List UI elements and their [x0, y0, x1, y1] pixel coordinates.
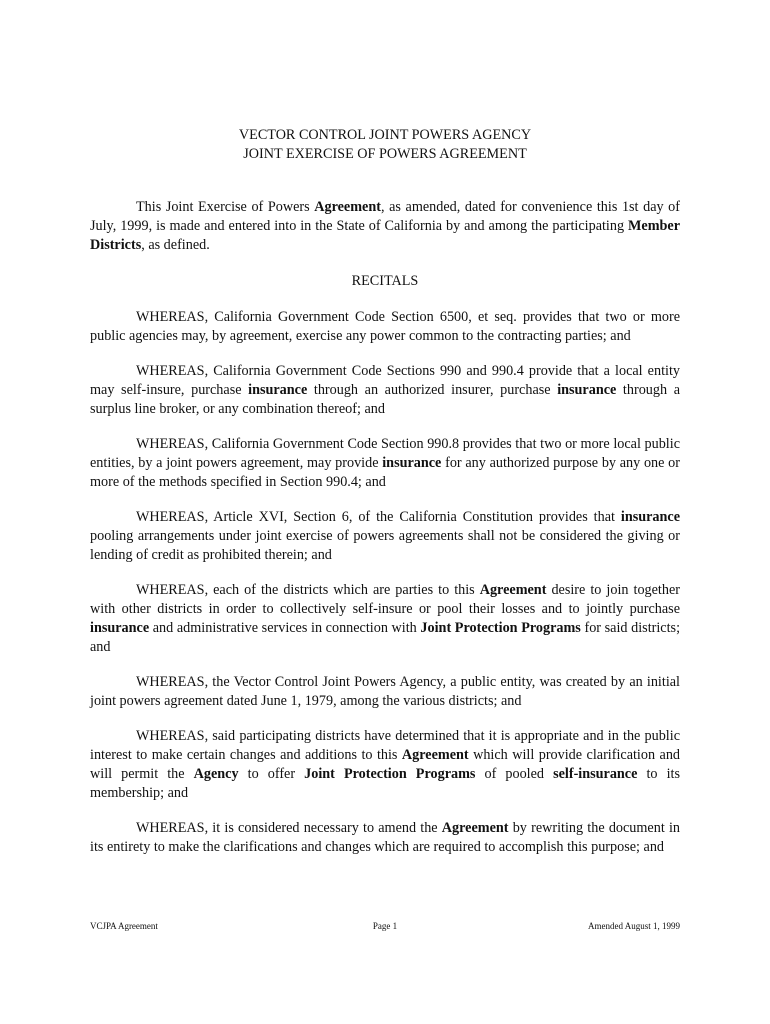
recital-paragraph-6: WHEREAS, the Vector Control Joint Powers Agency, a public entity, was created by an initial joint powers agreement dated June 1, 1979, among the various districts; and	[90, 674, 680, 709]
intro-paragraph: This Joint Exercise of Powers Agreement, as amended, dated for convenience this 1st day of July, 1999, is made and entered into in the State of California by and among the participating Member Districts, as defined.	[90, 199, 681, 253]
bold-term: Joint Protection Programs	[304, 766, 476, 782]
bold-term: Agreement	[401, 747, 469, 763]
bold-term: insurance	[557, 382, 617, 398]
footer-page-number: Page 1	[372, 921, 398, 931]
bold-term: Agency	[193, 766, 239, 782]
recital-paragraph-1: WHEREAS, California Government Code Section 6500, et seq. provides that two or more public agencies may, by agreement, exercise any power common to the contracting parties; and	[90, 309, 680, 344]
recital-paragraph-2: WHEREAS, California Government Code Sections 990 and 990.4 provide that a local entity may self-insure, purchase insurance through an authorized insurer, purchase insurance through a surplus line broker, or any combination thereof; and	[90, 363, 680, 417]
bold-term: Member Districts	[90, 218, 680, 253]
document-title	[90, 126, 680, 164]
bold-term: insurance	[90, 620, 150, 636]
document-page	[90, 126, 680, 873]
footer-document-name: VCJPA Agreement	[90, 921, 158, 931]
recitals-heading: RECITALS	[351, 273, 419, 289]
bold-term: insurance	[248, 382, 308, 398]
recital-paragraph-5: WHEREAS, each of the districts which are parties to this Agreement desire to join together with other districts in order to collectively self-insure or pool their losses and to jointly purchase insurance and administrative services in connection with Joint Protection Programs for said districts; and	[90, 582, 681, 655]
recital-paragraph-3: WHEREAS, California Government Code Section 990.8 provides that two or more local public entities, by a joint powers agreement, may provide insurance for any authorized purpose by any one or more of the methods specified in Section 990.4; and	[90, 436, 680, 490]
bold-term: Agreement	[314, 199, 381, 215]
bold-term: self-insurance	[553, 766, 638, 782]
bold-term: insurance	[620, 509, 680, 525]
recital-paragraph-7: WHEREAS, said participating districts have determined that it is appropriate and in the public interest to make certain changes and additions to this Agreement which will provide clarification and will permit the Agency to offer Joint Protection Programs of pooled self-insurance to its membership; and	[90, 728, 681, 801]
bold-term: Agreement	[479, 582, 547, 598]
title-line-1: VECTOR CONTROL JOINT POWERS AGENCY	[238, 127, 532, 143]
recital-paragraph-8: WHEREAS, it is considered necessary to amend the Agreement by rewriting the document in its entirety to make the clarifications and changes which are required to accomplish this purpose; and	[90, 820, 680, 855]
recital-paragraph-4: WHEREAS, Article XVI, Section 6, of the California Constitution provides that insurance pooling arrangements under joint exercise of powers agreements shall not be considered the giving or lending of credit as prohibited therein; and	[90, 509, 680, 563]
bold-term: insurance	[382, 455, 442, 471]
bold-term: Joint Protection Programs	[420, 620, 581, 636]
footer-amended-date: Amended August 1, 1999	[588, 921, 680, 931]
title-line-2: JOINT EXERCISE OF POWERS AGREEMENT	[243, 146, 527, 162]
bold-term: Agreement	[441, 820, 509, 836]
